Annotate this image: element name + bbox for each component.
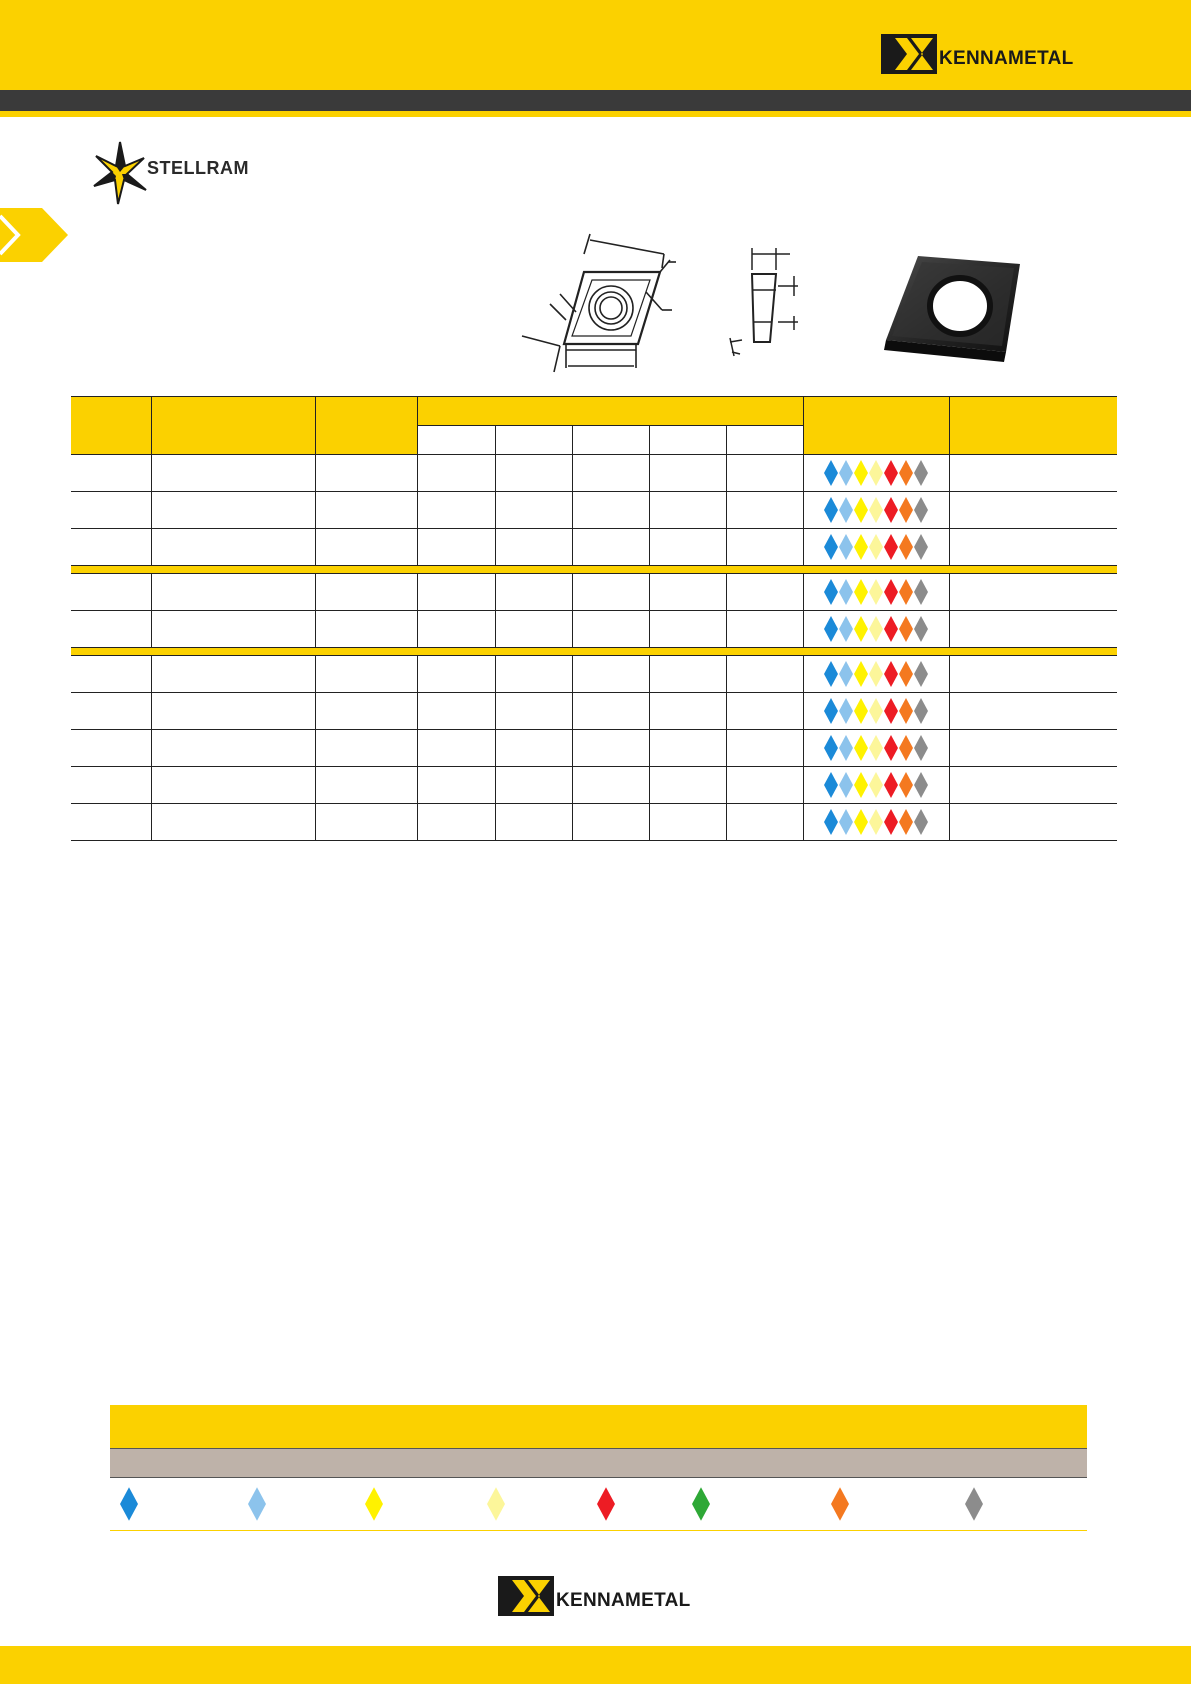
material-diamond-icon bbox=[899, 497, 913, 523]
table-cell bbox=[726, 730, 803, 767]
kennametal-k-icon bbox=[881, 34, 937, 74]
table-cell bbox=[315, 574, 417, 611]
material-diamond-icon bbox=[899, 534, 913, 560]
table-cell bbox=[151, 529, 315, 566]
material-diamond-icon bbox=[899, 772, 913, 798]
material-diamond-icon bbox=[839, 460, 853, 486]
table-cell bbox=[495, 492, 572, 529]
material-diamond-icon bbox=[869, 460, 883, 486]
material-diamond-icon bbox=[884, 735, 898, 761]
material-diamonds bbox=[804, 656, 949, 692]
table-row bbox=[71, 611, 1117, 648]
chevron-right-icon bbox=[0, 208, 70, 262]
material-diamond-icon bbox=[914, 809, 928, 835]
table-cell bbox=[949, 730, 1117, 767]
material-diamond-icon bbox=[839, 616, 853, 642]
header-cell bbox=[151, 397, 315, 455]
table-cell bbox=[151, 693, 315, 730]
material-diamond-icon bbox=[824, 579, 838, 605]
table-cell bbox=[495, 767, 572, 804]
material-diamonds bbox=[804, 492, 949, 528]
material-cell bbox=[803, 804, 949, 841]
material-diamond-icon bbox=[899, 661, 913, 687]
material-diamond-icon bbox=[839, 772, 853, 798]
material-cell bbox=[803, 656, 949, 693]
table-cell bbox=[417, 455, 495, 492]
table-row bbox=[71, 767, 1117, 804]
material-diamond-icon bbox=[914, 772, 928, 798]
legend-diamond-icon bbox=[692, 1487, 710, 1521]
material-diamonds bbox=[804, 455, 949, 491]
material-cell bbox=[803, 492, 949, 529]
material-diamond-icon bbox=[899, 579, 913, 605]
table-cell bbox=[572, 693, 649, 730]
table-cell bbox=[71, 611, 151, 648]
table-cell bbox=[949, 492, 1117, 529]
table-cell bbox=[71, 656, 151, 693]
material-diamonds bbox=[804, 730, 949, 766]
table-cell bbox=[572, 730, 649, 767]
group-separator bbox=[71, 648, 1117, 656]
material-diamond-icon bbox=[884, 616, 898, 642]
table-cell bbox=[417, 656, 495, 693]
table-cell bbox=[315, 767, 417, 804]
legend-header bbox=[110, 1405, 1087, 1448]
material-diamond-icon bbox=[914, 497, 928, 523]
material-diamond-icon bbox=[869, 616, 883, 642]
table-cell bbox=[315, 656, 417, 693]
table-row bbox=[71, 730, 1117, 767]
material-diamond-icon bbox=[914, 698, 928, 724]
material-diamond-icon bbox=[824, 460, 838, 486]
material-diamond-icon bbox=[854, 460, 868, 486]
table-cell bbox=[71, 529, 151, 566]
material-diamonds bbox=[804, 804, 949, 840]
table-cell bbox=[726, 693, 803, 730]
table-cell bbox=[71, 455, 151, 492]
material-diamond-icon bbox=[854, 809, 868, 835]
legend-diamond-icon bbox=[487, 1487, 505, 1521]
material-diamond-icon bbox=[839, 735, 853, 761]
table-cell bbox=[649, 492, 726, 529]
kennametal-k-icon bbox=[498, 1576, 554, 1616]
table-cell bbox=[315, 529, 417, 566]
table-cell bbox=[417, 730, 495, 767]
table-cell bbox=[726, 529, 803, 566]
table-row bbox=[71, 529, 1117, 566]
table-cell bbox=[949, 767, 1117, 804]
table-cell bbox=[572, 611, 649, 648]
material-diamond-icon bbox=[914, 735, 928, 761]
table-cell bbox=[315, 455, 417, 492]
table-cell bbox=[949, 656, 1117, 693]
material-diamond-icon bbox=[869, 497, 883, 523]
material-cell bbox=[803, 767, 949, 804]
table-cell bbox=[949, 611, 1117, 648]
table-cell bbox=[315, 611, 417, 648]
table-cell bbox=[71, 730, 151, 767]
table-cell bbox=[71, 693, 151, 730]
material-diamond-icon bbox=[869, 698, 883, 724]
legend-diamond-icon bbox=[120, 1487, 138, 1521]
material-diamonds bbox=[804, 529, 949, 565]
material-diamond-icon bbox=[854, 579, 868, 605]
material-diamonds bbox=[804, 767, 949, 803]
table-cell bbox=[71, 804, 151, 841]
material-diamond-icon bbox=[824, 809, 838, 835]
insert-drawing bbox=[520, 232, 730, 377]
table-cell bbox=[649, 767, 726, 804]
material-diamonds bbox=[804, 574, 949, 610]
table-cell bbox=[949, 574, 1117, 611]
material-diamond-icon bbox=[839, 809, 853, 835]
material-diamond-icon bbox=[914, 460, 928, 486]
material-diamond-icon bbox=[824, 497, 838, 523]
legend-diamond-icon bbox=[248, 1487, 266, 1521]
material-diamond-icon bbox=[839, 698, 853, 724]
material-diamond-icon bbox=[839, 497, 853, 523]
footer-band bbox=[0, 1646, 1191, 1684]
table-cell bbox=[151, 492, 315, 529]
group-separator bbox=[71, 566, 1117, 574]
table-cell bbox=[572, 767, 649, 804]
table-cell bbox=[572, 492, 649, 529]
insert-photo bbox=[878, 248, 1030, 368]
table-cell bbox=[495, 455, 572, 492]
material-diamond-icon bbox=[884, 579, 898, 605]
product-table bbox=[71, 396, 1117, 841]
table-body bbox=[71, 455, 1117, 841]
material-cell bbox=[803, 693, 949, 730]
table-cell bbox=[649, 611, 726, 648]
material-diamond-icon bbox=[884, 772, 898, 798]
table-cell bbox=[151, 656, 315, 693]
brand-wordmark-footer: KENNAMETAL bbox=[556, 1590, 691, 1611]
legend-diamond-icon bbox=[965, 1487, 983, 1521]
material-diamond-icon bbox=[824, 534, 838, 560]
kennametal-logo-footer bbox=[498, 1576, 703, 1616]
table-cell bbox=[726, 574, 803, 611]
table-cell bbox=[315, 804, 417, 841]
table-cell bbox=[726, 492, 803, 529]
table-row bbox=[71, 656, 1117, 693]
subheader-cell bbox=[572, 426, 649, 455]
material-diamond-icon bbox=[854, 616, 868, 642]
table-cell bbox=[649, 693, 726, 730]
table-cell bbox=[949, 804, 1117, 841]
table-cell bbox=[71, 492, 151, 529]
material-cell bbox=[803, 611, 949, 648]
material-cell bbox=[803, 730, 949, 767]
table-cell bbox=[572, 455, 649, 492]
table-cell bbox=[649, 730, 726, 767]
insert-side-drawing bbox=[722, 246, 812, 361]
table-cell bbox=[949, 455, 1117, 492]
material-diamond-icon bbox=[824, 735, 838, 761]
material-diamonds bbox=[804, 693, 949, 729]
table-cell bbox=[151, 804, 315, 841]
table-cell bbox=[949, 529, 1117, 566]
material-diamond-icon bbox=[869, 772, 883, 798]
brand-wordmark: KENNAMETAL bbox=[939, 48, 1074, 69]
material-diamond-icon bbox=[854, 497, 868, 523]
stellram-wordmark: STELLRAM bbox=[147, 158, 249, 178]
header-cell bbox=[803, 397, 949, 455]
material-diamond-icon bbox=[899, 698, 913, 724]
material-diamond-icon bbox=[899, 460, 913, 486]
table-cell bbox=[572, 804, 649, 841]
table-cell bbox=[417, 767, 495, 804]
table-cell bbox=[726, 455, 803, 492]
table-cell bbox=[495, 693, 572, 730]
subheader-cell bbox=[495, 426, 572, 455]
legend-subheader bbox=[110, 1448, 1087, 1478]
table-cell bbox=[572, 574, 649, 611]
material-diamond-icon bbox=[884, 460, 898, 486]
material-cell bbox=[803, 529, 949, 566]
table-cell bbox=[495, 611, 572, 648]
star-icon bbox=[92, 138, 148, 208]
table-cell bbox=[151, 730, 315, 767]
material-diamond-icon bbox=[854, 534, 868, 560]
header-cell bbox=[71, 397, 151, 455]
material-diamond-icon bbox=[869, 809, 883, 835]
material-diamond-icon bbox=[824, 616, 838, 642]
header-accent-strip bbox=[0, 111, 1191, 117]
material-cell bbox=[803, 455, 949, 492]
table-cell bbox=[151, 611, 315, 648]
table-cell bbox=[417, 804, 495, 841]
table-cell bbox=[726, 656, 803, 693]
table-cell bbox=[726, 611, 803, 648]
table-cell bbox=[417, 492, 495, 529]
table-cell bbox=[572, 529, 649, 566]
material-diamond-icon bbox=[899, 616, 913, 642]
material-diamonds bbox=[804, 611, 949, 647]
table-row bbox=[71, 574, 1117, 611]
material-diamond-icon bbox=[854, 735, 868, 761]
table-cell bbox=[649, 574, 726, 611]
stellram-logo bbox=[92, 138, 292, 210]
material-diamond-icon bbox=[884, 698, 898, 724]
table-cell bbox=[495, 529, 572, 566]
kennametal-logo bbox=[881, 34, 1086, 74]
material-legend bbox=[110, 1405, 1087, 1531]
table-cell bbox=[417, 693, 495, 730]
table-row bbox=[71, 804, 1117, 841]
table-cell bbox=[71, 767, 151, 804]
subheader-cell bbox=[649, 426, 726, 455]
subheader-cell bbox=[726, 426, 803, 455]
material-diamond-icon bbox=[839, 661, 853, 687]
table-cell bbox=[151, 767, 315, 804]
table-cell bbox=[315, 492, 417, 529]
table-cell bbox=[495, 804, 572, 841]
material-diamond-icon bbox=[854, 661, 868, 687]
table-cell bbox=[572, 656, 649, 693]
material-diamond-icon bbox=[884, 809, 898, 835]
header-cell bbox=[949, 397, 1117, 455]
material-diamond-icon bbox=[869, 534, 883, 560]
material-diamond-icon bbox=[839, 534, 853, 560]
material-diamond-icon bbox=[869, 735, 883, 761]
header-cell-group bbox=[417, 397, 803, 426]
material-cell bbox=[803, 574, 949, 611]
table-row bbox=[71, 455, 1117, 492]
material-diamond-icon bbox=[839, 579, 853, 605]
table-cell bbox=[315, 730, 417, 767]
table-cell bbox=[417, 611, 495, 648]
table-cell bbox=[71, 574, 151, 611]
table-cell bbox=[151, 574, 315, 611]
material-diamond-icon bbox=[884, 497, 898, 523]
legend-row bbox=[110, 1478, 1087, 1531]
table-cell bbox=[726, 804, 803, 841]
table-cell bbox=[726, 767, 803, 804]
table-cell bbox=[649, 529, 726, 566]
table-cell bbox=[495, 730, 572, 767]
material-diamond-icon bbox=[869, 579, 883, 605]
material-diamond-icon bbox=[824, 661, 838, 687]
material-diamond-icon bbox=[854, 698, 868, 724]
legend-diamond-icon bbox=[597, 1487, 615, 1521]
table-cell bbox=[315, 693, 417, 730]
table-row bbox=[71, 693, 1117, 730]
material-diamond-icon bbox=[869, 661, 883, 687]
header-cell bbox=[315, 397, 417, 455]
subheader-cell bbox=[417, 426, 495, 455]
table-cell bbox=[495, 656, 572, 693]
table-header-row bbox=[71, 397, 1117, 426]
material-diamond-icon bbox=[884, 534, 898, 560]
table-cell bbox=[949, 693, 1117, 730]
legend-diamond-icon bbox=[365, 1487, 383, 1521]
table-cell bbox=[495, 574, 572, 611]
table-cell bbox=[151, 455, 315, 492]
table-row bbox=[71, 492, 1117, 529]
header-dark-strip bbox=[0, 90, 1191, 111]
table-cell bbox=[417, 529, 495, 566]
table-cell bbox=[649, 804, 726, 841]
table-cell bbox=[649, 656, 726, 693]
material-diamond-icon bbox=[824, 772, 838, 798]
material-diamond-icon bbox=[914, 616, 928, 642]
material-diamond-icon bbox=[884, 661, 898, 687]
material-diamond-icon bbox=[824, 698, 838, 724]
material-diamond-icon bbox=[914, 579, 928, 605]
material-diamond-icon bbox=[899, 809, 913, 835]
table-cell bbox=[417, 574, 495, 611]
material-diamond-icon bbox=[854, 772, 868, 798]
legend-diamond-icon bbox=[831, 1487, 849, 1521]
material-diamond-icon bbox=[914, 534, 928, 560]
material-diamond-icon bbox=[899, 735, 913, 761]
table-cell bbox=[649, 455, 726, 492]
material-diamond-icon bbox=[914, 661, 928, 687]
